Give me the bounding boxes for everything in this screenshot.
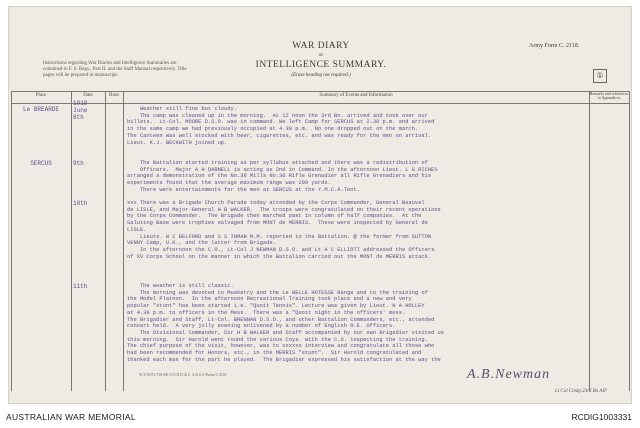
record-id: RCDIG1003331 [571,412,632,422]
printer-reference: W 3191/P.2 750,000 5/15 D.D. & L. A.D.S.S./Forms/C.2118. [139,373,228,377]
commander-signature: A.B.Newman [467,367,551,382]
document-title: WAR DIARY [292,41,350,51]
place-date-rule [71,91,72,391]
archive-credit: AUSTRALIAN WAR MEMORIAL [6,412,136,422]
table-top-rule [11,91,629,92]
entry-date: 10th [73,200,88,207]
entry-text: The Battalion started training as per syllabus attached and there was a redistribution of Officers. Major A H DARNELL is acting as 2nd in Command. In the afternoon Lieut. L G RICHES arranged a demonstration of the No.36 Mills No.36 Rifle Grenadier all Rifle Grenadiers and his experiments found that the average maximum range was 200 yards. There were entertainments for the men at SERCUS at the Y.M.C.A.Tent. [127,160,438,193]
entry-text: The weather is still classic. The morning was devoted to Musketry and the Le BELLE HOTESSE Range and to the training of the Model Platoon. In the afternoon Recreational Training took place and a new and very popular "stunt" has been started i.e. "Quoit Tennis". Lecture was given by Lieut. H A HOLLEY at 4.30 p.m. to officers in the Mess. There was a "Quoit night in the officers' mess. The Brigadier and Staff, Lt-Col. BRENNAN D.S.O., and other Battalion Commanders, etc., attended concert held. A very jolly evening enlivened by a number of English R.E. Officers. The Divisional Commander, Sir H B WALKER and Staff accompanied by our own Brigadier visited us this morning. Sir Harold went round the various Coys. with the C.O. inspecting the training. The chief purpose of the visit, however, was to xxxxxx interview and congratulate all those who had been recommended for Honors, etc., in the MERRIS "stunt". Sir Harold congratulated and thanked each man for the part he played. The Brigadier expressed his satisfaction at the way the [127,283,445,363]
entry-place: Le BREARDE [22,106,59,113]
table-left-rule [11,91,12,391]
column-hour: Hour [108,93,120,98]
date-hour-rule [105,91,106,391]
summary-remarks-rule [589,91,590,391]
column-place: Place [35,93,47,98]
column-summary: Summary of Events and Information [319,93,393,98]
entry-place: SERCUS [30,160,52,167]
instructions-note: Instructions regarding War Diaries and Intelligence Summaries are contained in F. S. Regs., Part II. and the Staff Manual respectively. Title pages will be prepared in manuscript. [43,61,187,78]
title-or: or [318,53,324,58]
entry-date: 1918 June 8th [73,100,88,121]
entry-date: 9th [73,160,84,167]
signature-rank-stamp: Lt Col Cmdg 23rd Bn AIF [555,389,608,394]
subtitle-note: (Erase heading not required.) [291,73,351,78]
army-form-label: Army Form C. 2118. [529,43,580,49]
hour-summary-rule [123,91,124,391]
column-date: Date [83,93,93,98]
page-number-stamp: ① [593,69,607,83]
entry-date: 11th [73,283,88,290]
entry-text: Weather still fine but cloudy. The camp was cleaned up in the morning. At 12 noon the 3rd Bn. arrived and took over our billets. Lt-Col. MOORE D.S.O. was in command. We left Camp for SERCUS at 2.30 p.m. and arrived in the same camp we had previously occupied at 4.30 p.m. No one dropped out on the march. The Canteen was well stocked with beer, cigarettes, etc. and was ready for the men on arrival. Lieut. K.J. BECKWITH joined up. [127,106,435,146]
entry-text: xxx There was a Brigade Church Parade today attended by the Corps Commander, General Beauval de LISLE, and Major-General H B WALKER. The troops were congratulated on their recent operations by the Corps Commander. The Brigade then marched past in column of half companies. At the Saluting Base were trophies salvaged from MONT de MERRIS. These were inspected by General de LISLE. Lieuts. W C BELFORD and S S INMAN M.M. reported to the Battalion. @ the former from SUTTON VENNY Camp, U.K., and the latter from Brigade. In the afternoon the C.O., Lt-Col J NEWMAN D.S.O. and Lt A C ELLIOTT addressed the Officers of XV Corps School on the manner in which the Battalion carried out the MONT de MERRIS attack. [127,200,441,260]
column-remarks: Remarks and references to Appendices [589,91,629,101]
document-subtitle: INTELLIGENCE SUMMARY. [255,60,387,70]
diary-sheet [8,6,632,404]
table-right-rule [629,91,630,391]
